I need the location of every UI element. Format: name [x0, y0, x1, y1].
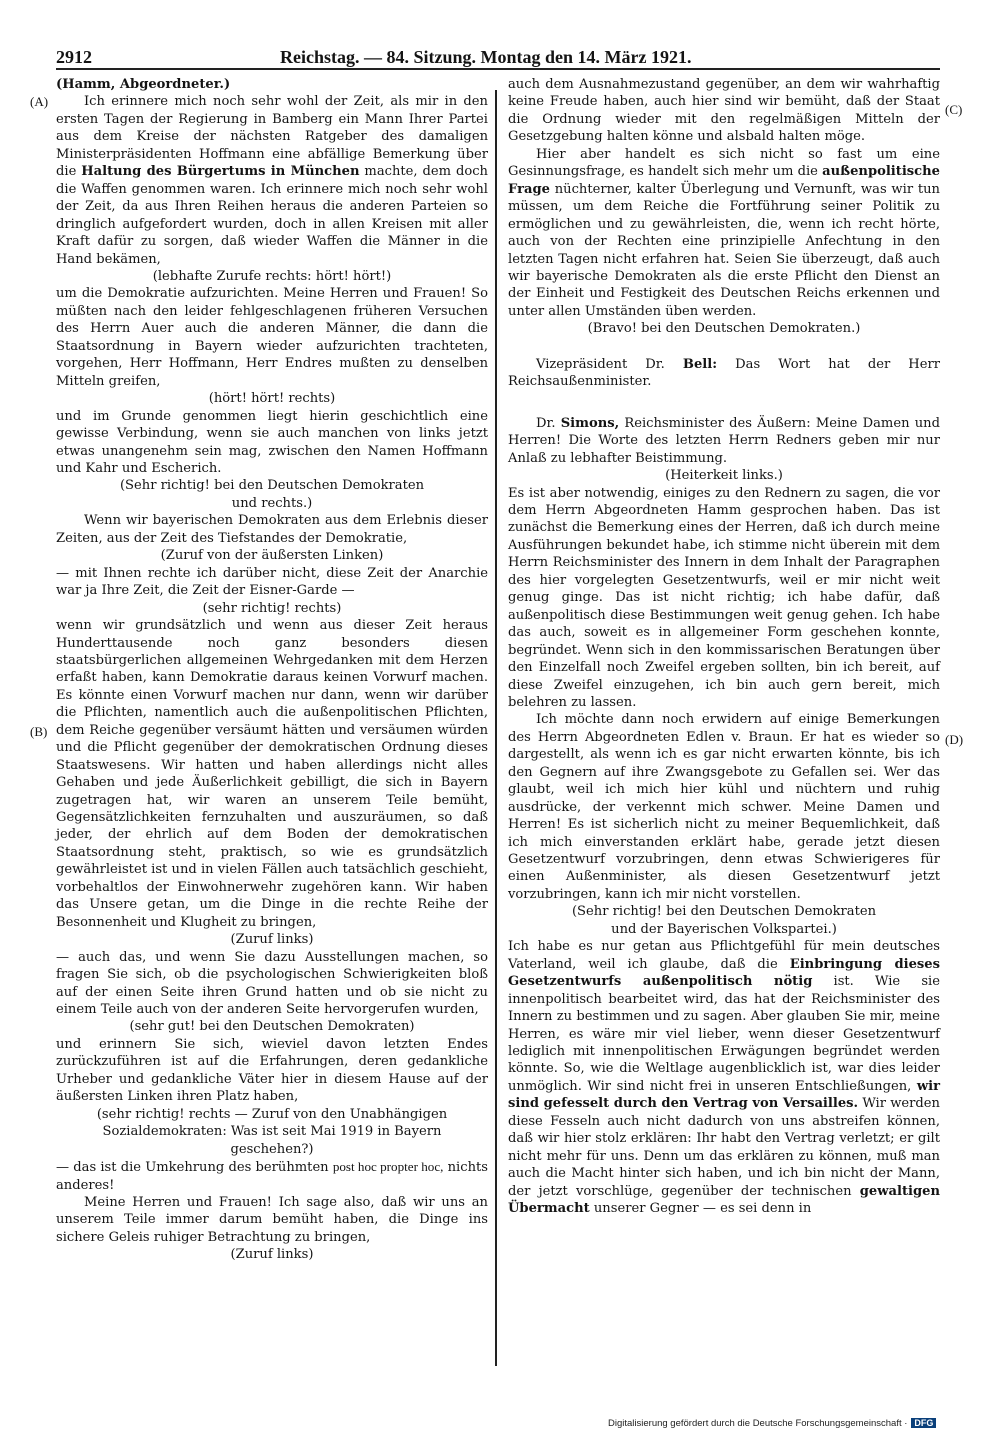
latin-phrase: post hoc propter hoc,	[332, 1159, 444, 1175]
text-run: Hier aber handelt es sich nicht so fast um eine Gesinnungsfrage, es handelt sich mehr um die	[508, 146, 940, 180]
interjection: Sozialdemokraten: Was ist seit Mai 1919 in Bayern	[102, 1124, 442, 1140]
spacer	[508, 391, 940, 415]
interjection: (Zuruf links)	[230, 932, 314, 948]
interjection: und der Bayerischen Volkspartei.)	[611, 921, 837, 937]
interjection: (Sehr richtig! bei den Deutschen Demokraten	[571, 904, 877, 920]
text-run: Dr.	[536, 415, 556, 431]
margin-mark-a: (A)	[30, 94, 49, 109]
paragraph: und im Grunde genommen liegt hierin geschichtlich eine gewisse Verbindung, wenn sie auch manchen von links jetzt etwas unangenehm sein mag, zwischen den Namen Hoffmann und Kahr und Escherich.	[56, 408, 488, 476]
column-divider	[495, 90, 497, 1366]
margin-mark-c: (C)	[945, 102, 963, 117]
text-run: Reichsminister des Äußern: Meine Damen und Herren! Die Worte des letzten Herrn Redners geben mir nur Anlaß zu lebhafter Beistimmung.	[508, 415, 940, 466]
text-run: unserer Gegner — es sei denn in	[593, 1201, 812, 1217]
running-title: Reichstag. — 84. Sitzung. Montag den 14. März 1921.	[280, 47, 692, 67]
interjection: (Heiterkeit links.)	[665, 468, 783, 484]
paragraph: Wenn wir bayerischen Demokraten aus dem Erlebnis dieser Zeiten, aus der Zeit des Tiefstandes der Demokratie,	[56, 513, 488, 546]
paragraph: wenn wir grundsätzlich und wenn aus dieser Zeit heraus Hunderttausende noch ganz besonders diesen staatsbürgerlichen allgemeinen Wehrgedanken mit dem Herzen erfaßt haben, kann Demokratie daraus keinen Vorwurf machen. Es könnte einen Vorwurf machen nur dann, wenn wir darüber die Pflichten, namentlich auch die außenpolitischen Pflichten, dem Reiche gegenüber versäumt hätten und versäumen würden und die Pflicht gegenüber der demokratischen Ordnung dieses Staatswesens. Wir hatten und haben allerdings nicht alles Gehaben und jede Äußerlichkeit gebilligt, die sich in Bayern zugetragen hat, wir waren an unserem Teile bemüht, Gegensätzlichkeiten fernzuhalten und auszuräumen, so daß jeder, der ehrlich auf dem Boden der demokratischen Staatsordnung steht, praktisch, so wie es grundsätzlich gewährleistet ist und in vielen Fällen auch tatsächlich geschieht, vorbehaltlos der Einwohnerwehr zugehören kann. Wir haben das Unsere getan, um die Dinge in die rechte Reihe der Besonnenheit und Klugheit zu bringen,	[56, 618, 488, 930]
page-number: 2912	[56, 47, 92, 67]
left-column	[56, 76, 488, 1264]
spacer	[508, 338, 940, 356]
header-rule	[56, 68, 940, 70]
text-run: — das ist die Umkehrung des berühmten	[56, 1160, 329, 1176]
paragraph: — auch das, und wenn Sie dazu Ausstellungen machen, so fragen Sie sich, ob die psychologischen Schwierigkeiten bloß auf der einen Seite ihren Grund hatten und ob sie nicht zu einem Teile auch von der anderen Seite hervorgerufen wurden,	[56, 949, 488, 1018]
text-run: Ich habe es nur getan aus Pflichtgefühl für mein deutsches Vaterland, weil ich glaube, daß die	[508, 939, 940, 972]
emphasis-text: Haltung des Bürgertums in München	[81, 164, 360, 180]
speaker-name: Bell:	[682, 356, 718, 372]
text-run: Wir werden diese Fesseln auch nicht dadurch von uns abstreifen können, daß wir hier stolz erklären: Ihr habt den Vertrag verletzt; er gilt nicht mehr für uns. Denn um das erklären zu können, muß man auch die Macht hinter sich haben, und ich bin nicht der Mann, der jetzt vorschlüge, gegenüber der technischen	[508, 1096, 940, 1199]
emphasis-text: Einbringung dieses Gesetzentwurfs außenpolitisch nötig	[508, 956, 940, 990]
interjection: geschehen?)	[230, 1141, 314, 1157]
footer-credit	[608, 1418, 942, 1432]
text-run: nüchterner, kalter Überlegung und Vernunft, was wir tun müssen, um dem Reiche die Fortführung seiner Politik zu ermöglichen und zu gewährleisten, die, wenn ich recht hörte, auch von der Rechten eine prinzipielle Anfechtung in den letzten Tagen nicht erfahren hat. Seien Sie überzeugt, daß auch wir bayerische Demokraten als die erste Pflicht den Dienst an der Einheit und Festigkeit des Deutschen Reichs erkennen und unter allen Umständen üben werden.	[508, 181, 940, 319]
text-run: nichts anderes!	[56, 1160, 488, 1193]
speaker-name: Simons,	[560, 415, 620, 431]
paragraph	[56, 93, 488, 268]
paragraph: Meine Herren und Frauen! Ich sage also, daß wir uns an unserem Teile immer darum bemüht haben, die Dinge ins sichere Geleis ruhiger Betrachtung zu bringen,	[56, 1195, 488, 1245]
text-run: Das Wort hat der Herr Reichsaußenminister.	[508, 356, 940, 390]
interjection: (hört! hört! rechts)	[208, 391, 336, 407]
speaker-line	[508, 415, 940, 467]
interjection: (sehr richtig! rechts — Zuruf von den Unabhängigen	[96, 1106, 448, 1122]
interjection: (Zuruf links)	[230, 1247, 314, 1263]
interjection: (Sehr richtig! bei den Deutschen Demokraten	[119, 478, 425, 494]
text-run: Vizepräsident Dr.	[536, 356, 665, 372]
interjection: (lebhafte Zurufe rechts: hört! hört!)	[152, 268, 392, 284]
emphasis-text: wir sind gefesselt durch den Vertrag von Versailles.	[508, 1078, 940, 1112]
paragraph: Ich möchte dann noch erwidern auf einige Bemerkungen des Herrn Abgeordneten Edlen v. Braun. Er hat es wieder so dargestellt, als wenn ich es gar nicht erwarten könnte, bis ich den Gegnern auf ihre Zwangsgebote zu Gefallen sei. Wer das glaubt, weil ich mich hier kühl und nüchtern und ruhig ausdrücke, der verkennt mich schwer. Meine Damen und Herren! Es ist sicherlich nicht zu meiner Bequemlichkeit, daß ich mich einverstanden erklärt habe, gerade jetzt diesen Gesetzentwurf vorzubringen, denn etwas Schwierigeres für einen Außenminister, als diesen Gesetzentwurf jetzt vorzubringen, kann ich mir nicht vorstellen.	[508, 712, 940, 902]
text-run: machte, dem doch die Waffen genommen waren. Ich erinnere mich noch sehr wohl der Zeit, da aus Ihren Reihen heraus die anderen Parteien so dringlich aufgefordert wurden, doch in allen Kreisen mit aller Kraft dafür zu sorgen, daß wieder Waffen die Männer in die Hand bekämen,	[56, 164, 488, 267]
interjection: und rechts.)	[231, 495, 313, 511]
paragraph: auch dem Ausnahmezustand gegenüber, an dem wir wahrhaftig keine Freude haben, auch hier sind wir bemüht, daß der Staat die Ordnung wieder mit den regelmäßigen Mitteln der Gesetzgebung halten könne und alsbald halten möge.	[508, 77, 940, 145]
paragraph: und erinnern Sie sich, wieviel davon letzten Endes zurückzuführen ist auf die Erfahrungen, deren gedankliche Urheber und gedankliche Väter hier in diesem Hause auf der äußersten Linken ihren Platz haben,	[56, 1036, 488, 1105]
speaker-tag: (Hamm, Abgeordneter.)	[56, 77, 231, 92]
paragraph: Es ist aber notwendig, einiges zu den Rednern zu sagen, die vor dem Herrn Abgeordneten Hamm gesprochen haben. Das ist zunächst die Bemerkung eines der Herren, daß ich durch meine Ausführungen bekundet habe, ich stimme nicht überein mit dem Herrn Reichsminister des Innern in dem Inhalt der Paragraphen des hier vorgelegten Gesetzentwurfs, weil er mir nicht weit genug ginge. Das ist nicht richtig; ich habe dafür, daß außenpolitisch diese Bestimmungen weit genug gehen. Ich habe das auch, soweit es in allgemeiner Form geschehen konnte, begründet. Wenn sich in den kommissarischen Beratungen über den Einzelfall noch Zweifel ergeben sollten, bin ich bereit, auf diese Zweifel einzugehen, ich bin auch gern bereit, mich belehren zu lassen.	[508, 485, 940, 710]
page-header	[56, 45, 708, 69]
emphasis-text: außenpolitische Frage	[508, 164, 940, 197]
text-run: ist. Wie sie innenpolitisch bearbeitet wird, das hat der Reichsminister des Innern zu bestimmen und zu sagen. Aber glauben Sie mir, meine Herren, es wäre mir viel lieber, wenn dieser Gesetzentwurf lediglich mit innenpolitischen Erwägungen begründet werden könnte. So, wie die Weltlage augenblicklich ist, war dies leider unmöglich. Wir sind nicht frei in unseren Entschließungen,	[508, 974, 940, 1094]
margin-mark-b: (B)	[30, 724, 48, 739]
interjection: (sehr richtig! rechts)	[202, 600, 342, 616]
margin-mark-d: (D)	[945, 732, 964, 747]
interjection: (Bravo! bei den Deutschen Demokraten.)	[587, 321, 861, 337]
interjection: (Zuruf von der äußersten Linken)	[160, 548, 384, 564]
footer-text: Digitalisierung gefördert durch die Deutsche Forschungsgemeinschaft ·	[608, 1418, 908, 1429]
emphasis-text: gewaltigen Übermacht	[508, 1183, 940, 1217]
text-run: Ich erinnere mich noch sehr wohl der Zeit, als mir in den ersten Tagen der Regierung in Bamberg ein Mann Ihrer Partei aus dem Kreise der nächsten Ratgeber des damaligen Ministerpräsidenten Hoffmann eine abfällige Bemerkung über die	[56, 94, 488, 180]
right-column	[508, 76, 940, 1218]
paragraph	[56, 1158, 488, 1194]
dfg-logo-icon: DFG	[911, 1418, 936, 1428]
speaker-line	[508, 356, 940, 391]
paragraph: — mit Ihnen rechte ich darüber nicht, diese Zeit der Anarchie war ja Ihre Zeit, die Zeit der Eisner-Garde —	[56, 565, 488, 599]
paragraph	[508, 938, 940, 1217]
interjection: (sehr gut! bei den Deutschen Demokraten)	[129, 1019, 415, 1035]
paragraph: um die Demokratie aufzurichten. Meine Herren und Frauen! So müßten nach den leider fehlgeschlagenen früheren Versuchen des Herrn Auer auch die anderen Männer, die dann die Staatsordnung in Bayern wieder aufzurichten trachteten, vorgehen, Herr Hoffmann, Herr Endres mußten zu denselben Mitteln greifen,	[56, 286, 488, 389]
paragraph	[508, 146, 940, 321]
